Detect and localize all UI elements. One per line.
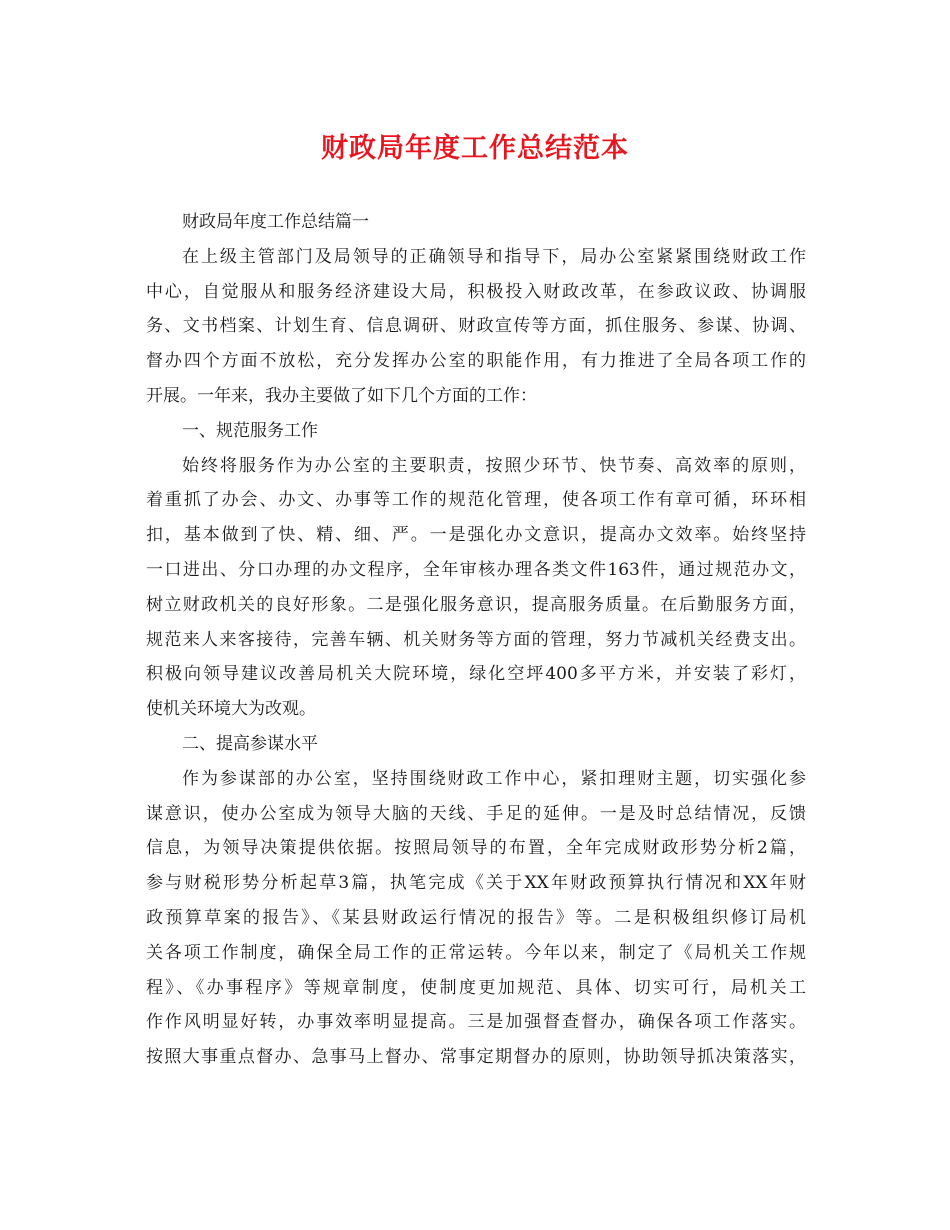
text-line: 参与财税形势分析起草3篇，执笔完成《关于XX年财政预算执行情况和XX年财 bbox=[146, 873, 806, 894]
document-title: 财政局年度工作总结范本 bbox=[321, 133, 629, 164]
text-line: 中心，自觉服从和服务经济建设大局，积极投入财政改革，在参政议政、协调服 bbox=[146, 281, 806, 302]
text-line: 在上级主管部门及局领导的正确领导和指导下，局办公室紧紧围绕财政工作 bbox=[182, 246, 806, 267]
text-line: 谋意识，使办公室成为领导大脑的天线、手足的延伸。一是及时总结情况，反馈 bbox=[146, 803, 806, 824]
text-line: 始终将服务作为办公室的主要职责，按照少环节、快节奏、高效率的原则， bbox=[182, 455, 806, 476]
text-line: 开展。一年来，我办主要做了如下几个方面的工作： bbox=[146, 385, 537, 406]
text-line: 信息，为领导决策提供依据。按照局领导的布置，全年完成财政形势分析2篇， bbox=[146, 838, 806, 859]
text-line: 按照大事重点督办、急事马上督办、常事定期督办的原则，协助领导抓决策落实， bbox=[146, 1047, 806, 1068]
text-line: 积极向领导建议改善局机关大院环境，绿化空坪400多平方米，并安装了彩灯， bbox=[146, 664, 806, 685]
text-line: 一口进出、分口办理的办文程序，全年审核办理各类文件163件，通过规范办文， bbox=[146, 559, 806, 580]
text-line: 一、规范服务工作 bbox=[182, 420, 318, 441]
text-line: 务、文书档案、计划生育、信息调研、财政宣传等方面，抓住服务、参谋、协调、 bbox=[146, 316, 806, 337]
text-line: 财政局年度工作总结篇一 bbox=[182, 212, 369, 232]
text-line: 着重抓了办会、办文、办事等工作的规范化管理，使各项工作有章可循，环环相 bbox=[146, 490, 806, 511]
text-line: 规范来人来客接待，完善车辆、机关财务等方面的管理，努力节减机关经费支出。 bbox=[146, 629, 806, 650]
text-line: 程》、《办事程序》等规章制度，使制度更加规范、具体、切实可行，局机关工 bbox=[146, 977, 806, 998]
text-line: 关各项工作制度，确保全局工作的正常运转。今年以来，制定了《局机关工作规 bbox=[146, 942, 806, 963]
text-line: 扣，基本做到了快、精、细、严。一是强化办文意识，提高办文效率。始终坚持 bbox=[146, 525, 806, 546]
text-line: 督办四个方面不放松，充分发挥办公室的职能作用，有力推进了全局各项工作的 bbox=[146, 351, 806, 372]
text-line: 作为参谋部的办公室，坚持围绕财政工作中心，紧扣理财主题，切实强化参 bbox=[182, 768, 806, 789]
text-line: 政预算草案的报告》、《某县财政运行情况的报告》等。二是积极组织修订局机 bbox=[146, 907, 806, 928]
text-line: 二、提高参谋水平 bbox=[182, 733, 318, 754]
document-body bbox=[146, 205, 806, 1075]
text-line: 树立财政机关的良好形象。二是强化服务意识，提高服务质量。在后勤服务方面， bbox=[146, 594, 806, 615]
text-line: 作作风明显好转，办事效率明显提高。三是加强督查督办，确保各项工作落实。 bbox=[146, 1012, 806, 1033]
text-line: 使机关环境大为改观。 bbox=[146, 699, 316, 720]
